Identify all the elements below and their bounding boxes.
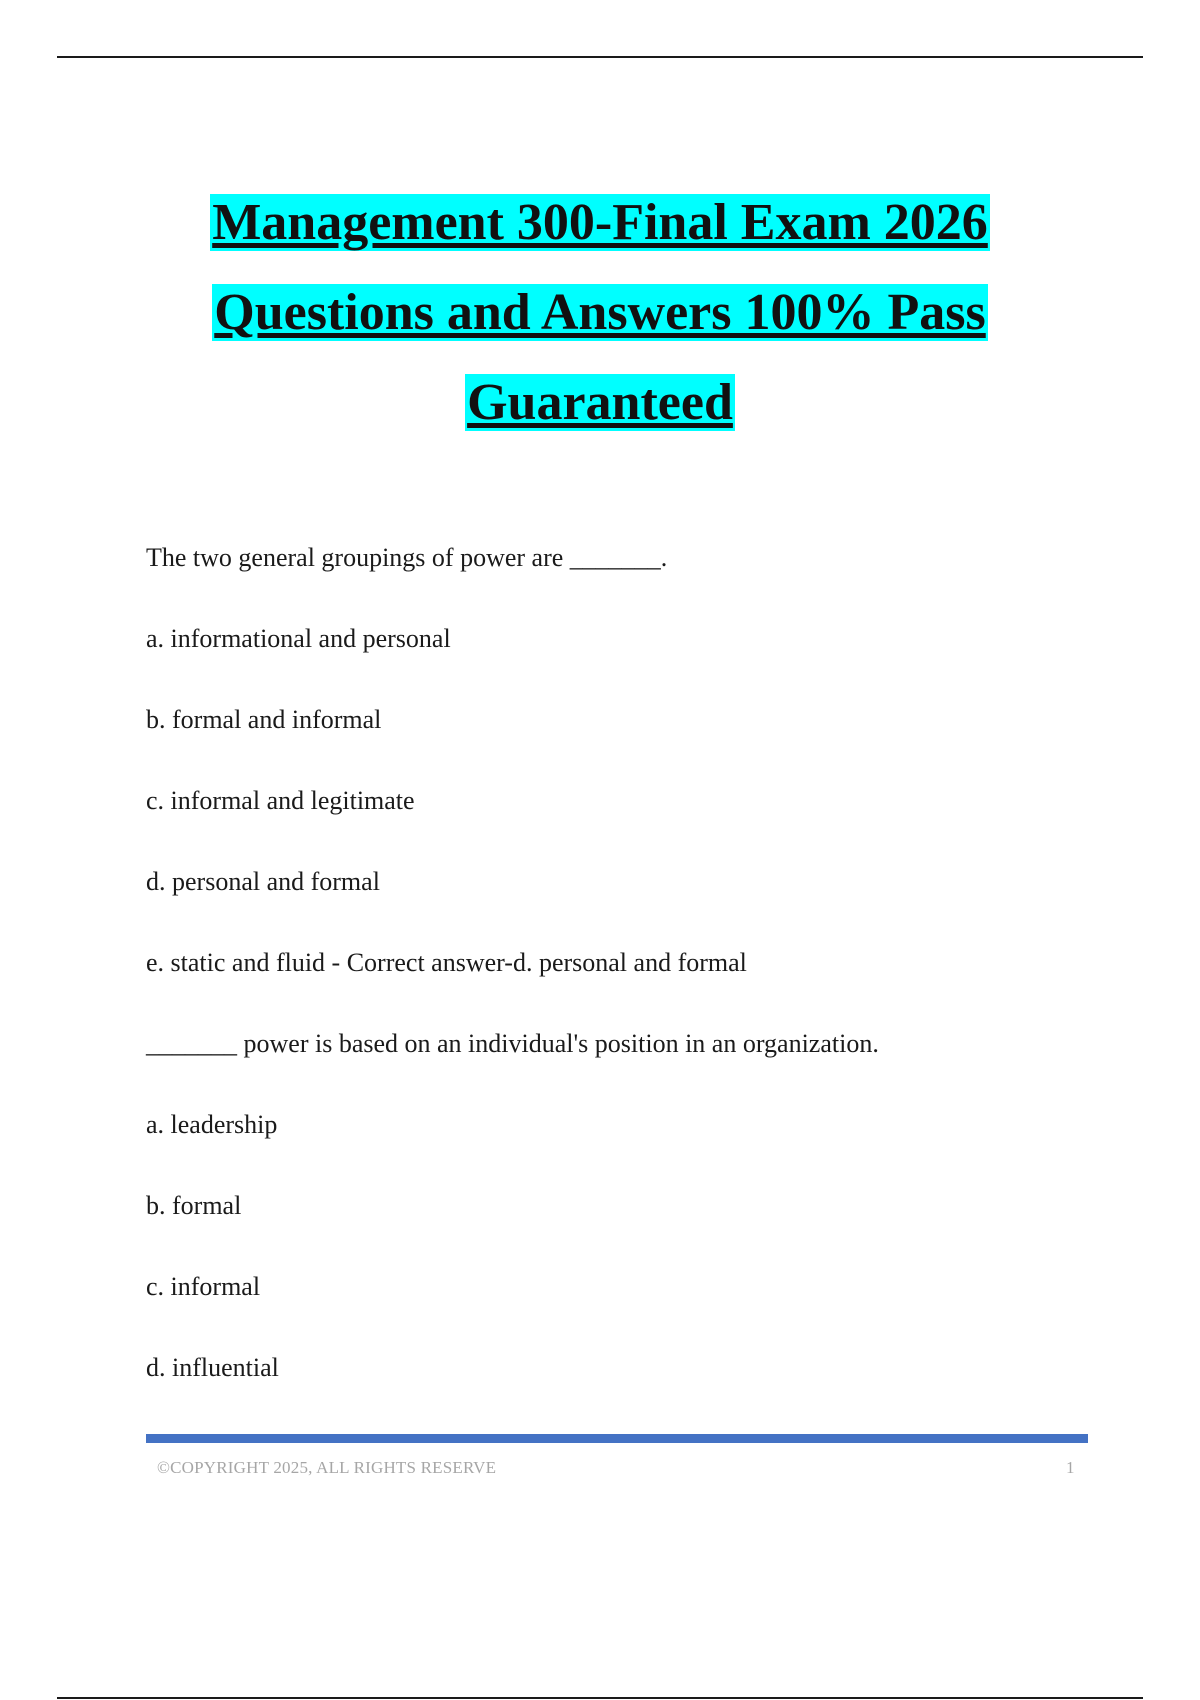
question-2-option-d: d. influential: [146, 1353, 279, 1382]
question-content: [146, 536, 1096, 1427]
question-1-option-c: c. informal and legitimate: [146, 786, 415, 815]
question-1-option-a: a. informational and personal: [146, 624, 451, 653]
footer-copyright: ©COPYRIGHT 2025, ALL RIGHTS RESERVE: [157, 1458, 497, 1477]
footer-bar: [146, 1434, 1088, 1443]
top-rule: [57, 56, 1143, 58]
document-title: [0, 178, 1200, 448]
question-2-option-b: b. formal: [146, 1191, 242, 1220]
question-2-text: _______ power is based on an individual's position in an organization.: [146, 1029, 879, 1058]
question-1-option-e-answer: e. static and fluid - Correct answer-d. personal and formal: [146, 948, 747, 977]
title-line-2: Questions and Answers 100% Pass: [214, 284, 986, 341]
question-2-option-c: c. informal: [146, 1272, 261, 1301]
question-1-option-b: b. formal and informal: [146, 705, 382, 734]
question-1-option-d: d. personal and formal: [146, 867, 380, 896]
title-line-3: Guaranteed: [467, 374, 733, 431]
question-2-option-a: a. leadership: [146, 1110, 278, 1139]
question-1-text: The two general groupings of power are _______.: [146, 543, 668, 572]
bottom-rule: [57, 1697, 1143, 1699]
footer-page-number: 1: [1066, 1458, 1075, 1477]
title-line-1: Management 300-Final Exam 2026: [212, 194, 988, 251]
